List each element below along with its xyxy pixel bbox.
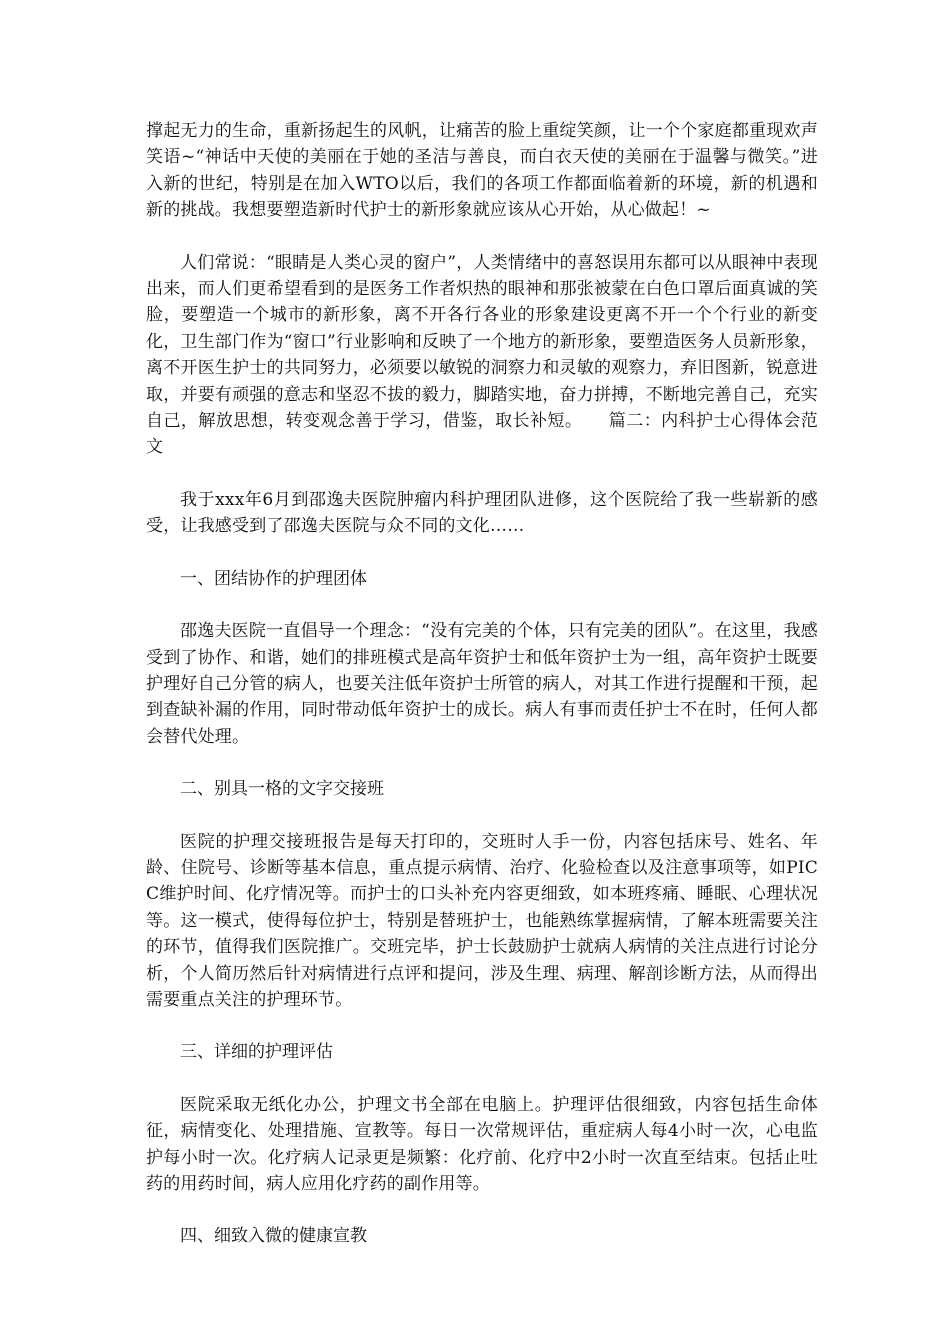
paragraph-study-intro: 我于xxx年6月到邵逸夫医院肿瘤内科护理团队进修，这个医院给了我一些崭新的感受，让我感受到了邵逸夫医院与众不同的文化……	[146, 489, 818, 537]
paragraph-intro-continuation: 撑起无力的生命，重新扬起生的风帆，让痛苦的脸上重绽笑颜，让一个个家庭都重现欢声笑语~“神话中天使的美丽在于她的圣洁与善良，而白衣天使的美丽在于温馨与微笑。”进入新的世纪，特别是在加入WTO以后，我们的各项工作都面临着新的环境，新的机遇和新的挑战。我想要塑造新时代护士的新形象就应该从心开始，从心做起！~	[146, 121, 818, 221]
paragraph-teamwork: 邵逸夫医院一直倡导一个理念：“没有完美的个体，只有完美的团队”。在这里，我感受到了协作、和谐，她们的排班模式是高年资护士和低年资护士为一组，高年资护士既要护理好自己分管的病人，也要关注低年资护士所管的病人，对其工作进行提醒和干预，起到查缺补漏的作用，同时带动低年资护士的成长。病人有事而责任护士不在时，任何人都会替代处理。	[146, 621, 818, 747]
paragraph-assessment: 医院采取无纸化办公，护理文书全部在电脑上。护理评估很细致，内容包括生命体征，病情变化、处理措施、宣教等。每日一次常规评估，重症病人每4小时一次，心电监护每小时一次。化疗病人记录更是频繁：化疗前、化疗中2小时一次直至结束。包括止吐药的用药时间，病人应用化疗药的副作用等。	[146, 1094, 818, 1194]
section-heading-2: 二、别具一格的文字交接班	[180, 779, 384, 800]
section-heading-3: 三、详细的护理评估	[180, 1042, 333, 1063]
paragraph-handover: 医院的护理交接班报告是每天打印的，交班时人手一份，内容包括床号、姓名、年龄、住院号、诊断等基本信息，重点提示病情、治疗、化验检查以及注意事项等，如PICC维护时间、化疗情况等。而护士的口头补充内容更细致，如本班疼痛、睡眠、心理状况等。这一模式，使得每位护士，特别是替班护士，也能熟练掌握病情，了解本班需要关注的环节，值得我们医院推广。交班完毕，护士长鼓励护士就病人病情的关注点进行讨论分析，个人简历然后针对病情进行点评和提问，涉及生理、病理、解剖诊断方法，从而得出需要重点关注的护理环节。	[146, 831, 818, 1010]
paragraph-eyes-window: 人们常说：“眼睛是人类心灵的窗户”，人类情绪中的喜怒误用东都可以从眼神中表现出来，而人们更希望看到的是医务工作者炽热的眼神和那张被蒙在白色口罩后面真诚的笑脸，要塑造一个城市的新形象，离不开各行各业的形象建设更离不开一个个行业的新变化，卫生部门作为“窗口”行业影响和反映了一个地方的新形象，要塑造医务人员新形象，离不开医生护士的共同努力，必须要以敏锐的洞察力和灵敏的观察力，弃旧图新，锐意进取，并要有顽强的意志和坚忍不拔的毅力，脚踏实地，奋力拼搏，不断地完善自己，充实自己，解放思想，转变观念善于学习，借鉴，取长补短。 篇二：内科护士心得体会范文	[146, 252, 818, 458]
document-page	[146, 118, 818, 1250]
section-heading-4: 四、细致入微的健康宣教	[180, 1226, 367, 1247]
section-heading-1: 一、团结协作的护理团体	[180, 568, 367, 589]
